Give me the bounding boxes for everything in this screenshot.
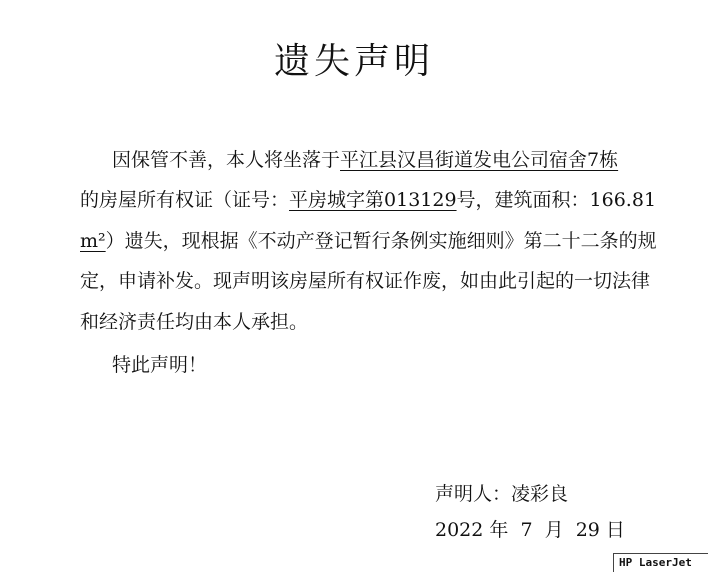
line2-prefix: 的房屋所有权证（证号： bbox=[80, 189, 290, 211]
printer-footer-tag: HP LaserJet bbox=[613, 553, 708, 572]
body-line-4: 定，申请补发。现声明该房屋所有权证作废，如由此引起的一切法律 bbox=[80, 270, 651, 292]
body-line-1 bbox=[112, 147, 618, 173]
document-date: 2022 年 7 月 29 日 bbox=[435, 519, 625, 541]
declarant-name: 凌彩良 bbox=[511, 483, 569, 505]
declarant-line bbox=[435, 481, 568, 507]
line1-prefix: 因保管不善，本人将坐落于 bbox=[112, 149, 341, 171]
body-line-3 bbox=[80, 228, 657, 254]
address-underlined: 平江县汉昌街道发电公司宿舍7栋 bbox=[340, 149, 619, 171]
body-line-5: 和经济责任均由本人承担。 bbox=[80, 311, 309, 333]
document-title: 遗失声明 bbox=[273, 41, 434, 82]
area-unit: m² bbox=[80, 230, 106, 252]
line3-text: ）遗失，现根据《不动产登记暂行条例实施细则》第二十二条的规 bbox=[105, 230, 657, 252]
certificate-number: 平房城字第013129 bbox=[289, 189, 457, 211]
declarant-label: 声明人： bbox=[435, 483, 512, 505]
closing-line: 特此声明！ bbox=[112, 354, 208, 376]
line2-suffix: 号，建筑面积：166.81 bbox=[456, 189, 657, 211]
body-line-2 bbox=[80, 187, 656, 213]
